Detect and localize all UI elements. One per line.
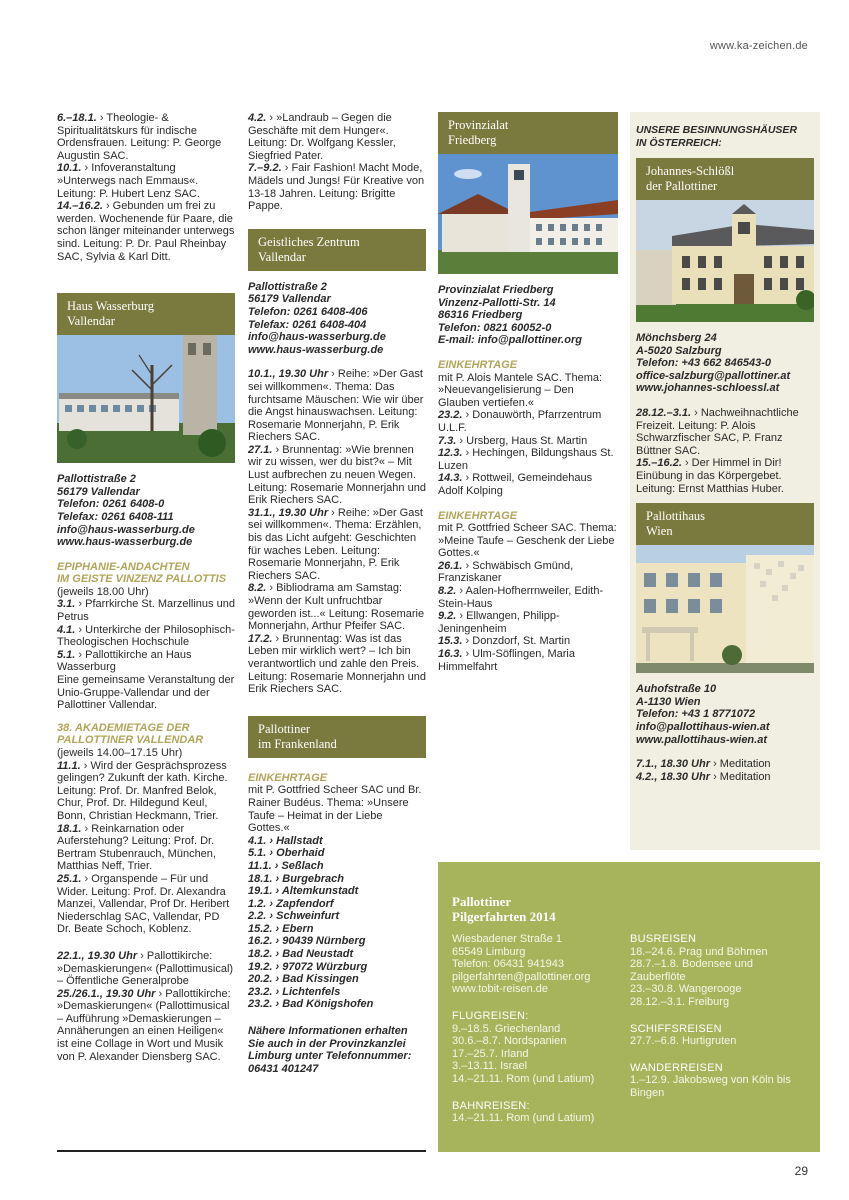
website-link[interactable]: www.johannes-schloessl.at xyxy=(636,382,780,395)
kicker-akademietage: 38. AKADEMIETAGE DER PALLOTTINER VALLENDAR xyxy=(57,721,204,747)
event-item: 3.1. › Pfarrkirche St. Marzellinus und Petrus xyxy=(57,598,235,624)
note: Eine gemeinsame Veranstaltung der Unio-Gruppe-Vallendar und der Pallottiner Vallendar. xyxy=(57,674,235,712)
address-block: Pallottistraße 2 56179 Vallendar Telefon: 0261 6408-406 Telefax: 0261 6408-404 info@haus-wasserburg.de www.haus-wasserburg.de xyxy=(248,281,426,357)
intro-text: mit P. Alois Mantele SAC. Thema: »Neuevangelisierung – Den Glauben vertiefen.« xyxy=(438,371,603,409)
list-item: 15.2. › Ebern xyxy=(248,922,314,935)
bottom-rule xyxy=(57,1150,426,1152)
pilger-column-right: BUSREISEN 18.–24.6. Prag und Böhmen 28.7.–1.8. Bodensee und Zauberflöte 23.–30.8. Wangerooge 28.12.–3.1. Freiburg SCHIFFSREISEN 27.7.–6.8. Hurtigruten WANDERREISEN 1.–12.9. Jakobsweg von Köln bis Bingen xyxy=(630,933,800,1100)
event-item: 25./26.1., 19.30 Uhr › Pallottikirche: »Demaskierungen« (Pallottimusical – Aufführung »Demaskierungen – Annäherungen an einen Heiligen« ist eine Collage in Wort und Musik von P. Alexander Diensberg SAC. xyxy=(57,987,231,1063)
event-item: 14.–16.2. › Gebunden um frei zu werden. Wochenende für Paare, die schon länger miteinander unterwegs sind. Leitung: P. Dr. Paul Rheinbay SAC, Sylvia & Karl Ditt. xyxy=(57,200,235,263)
event-item: 11.1. › Wird der Gesprächsprozess gelingen? Zukunft der kath. Kirche. Leitung: Prof. Dr. Manfred Belok, Chur, Prof. Dr. Hildegund Keul, Bonn, Christian Heckmann, Trier. xyxy=(57,759,228,822)
header-url: www.ka-zeichen.de xyxy=(709,40,808,52)
list-item: 19.2. › 97072 Würzburg xyxy=(248,960,368,973)
event-item: 28.12.–3.1. › Nachweihnachtliche Freizeit. Leitung: P. Alois Schwarzfischer SAC, P. Franz Büttner SAC. xyxy=(636,406,799,457)
photo-haus-wasserburg xyxy=(57,335,235,463)
event-item: 8.2. › Aalen-Hofherrnweiler, Edith-Stein-Haus xyxy=(438,585,604,610)
email-link[interactable]: info@pallottihaus-wien.at xyxy=(636,720,770,733)
column-1 xyxy=(57,112,235,1063)
section-title-frankenland: Pallottiner im Frankenland xyxy=(248,716,426,758)
event-item: 6.–18.1. › Theologie- & Spiritualitätskurs für indische Ordensfrauen. Leitung: P. George Augustin SAC. xyxy=(57,112,222,162)
event-item: 14.3. › Rottweil, Gemeindehaus Adolf Kolping xyxy=(438,472,593,497)
list-item: 23.2. › Lichtenfels xyxy=(248,985,341,998)
photo-pallottihaus-wien xyxy=(636,545,814,673)
event-item: 4.2. › »Landraub – Gegen die Geschäfte mit dem Hunger«. Leitung: Dr. Wolfgang Kessler, Siegfried Pater. xyxy=(248,112,396,162)
event-item: 18.1. › Reinkarnation oder Auferstehung? Leitung: Prof. Dr. Bertram Stubenrauch, München, Matthias Neff, Trier. xyxy=(57,822,216,873)
pilgerfahrten-title: Pallottiner Pilgerfahrten 2014 xyxy=(452,894,556,924)
address-block: Mönchsberg 24 A-5020 Salzburg Telefon: +43 662 846543-0 office-salzburg@pallottiner.at www.johannes-schloessl.at xyxy=(636,332,814,395)
email-link[interactable]: info@haus-wasserburg.de xyxy=(57,523,195,536)
event-item: 15.–16.2. › Der Himmel in Dir! Einübung in das Körpergebet. Leitung: Ernst Matthias Huber. xyxy=(636,457,784,495)
note: (jeweils 14.00–17.15 Uhr) xyxy=(57,747,183,759)
email-link[interactable]: E-mail: info@pallottiner.org xyxy=(438,334,582,347)
kicker-einkehrtage: EINKEHRTAGE xyxy=(248,771,328,784)
footer-note: Nähere Informationen erhalten Sie auch in der Provinzkanzlei Limburg unter Telefonnummer: 06431 401247 xyxy=(248,1025,412,1075)
austria-heading: UNSERE BESINNUNGSHÄUSER IN ÖSTERREICH: xyxy=(636,124,798,149)
event-item: 15.3. › Donzdorf, St. Martin xyxy=(438,635,571,648)
note: (jeweils 18.00 Uhr) xyxy=(57,585,149,598)
event-item: 7.3. › Ursberg, Haus St. Martin xyxy=(438,434,588,447)
photo-johannes-schloessl xyxy=(636,200,814,322)
flugreisen-heading: FLUGREISEN: xyxy=(452,1009,529,1022)
list-item: 23.2. › Bad Königshofen xyxy=(248,998,374,1011)
website-link[interactable]: www.haus-wasserburg.de xyxy=(248,343,384,356)
section-title-provinzialat: Provinzialat Friedberg xyxy=(438,112,618,154)
event-item: 31.1., 19.30 Uhr › Reihe: »Der Gast sei willkommen«. Thema: Erzählen, bis das Licht aufgeht: Geschichten für waches Leben. Leitung: Rosemarie Monnerjahn, P. Erik Riechers SAC. xyxy=(248,506,423,582)
email-link[interactable]: info@haus-wasserburg.de xyxy=(248,331,386,344)
email-link[interactable]: pilgerfahrten@pallottiner.org xyxy=(452,970,591,983)
website-link[interactable]: www.haus-wasserburg.de xyxy=(57,536,193,549)
address-block: Provinzialat Friedberg Vinzenz-Pallotti-Str. 14 86316 Friedberg Telefon: 0821 60052-0 E-mail: info@pallottiner.org xyxy=(438,284,618,347)
schiffsreisen-heading: SCHIFFSREISEN xyxy=(630,1022,722,1035)
box-haus-wasserburg xyxy=(57,293,235,463)
list-item: 18.1. › Burgebrach xyxy=(248,872,345,885)
address-block: Pallottistraße 2 56179 Vallendar Telefon: 0261 6408-0 Telefax: 0261 6408-111 info@haus-wasserburg.de www.haus-wasserburg.de xyxy=(57,473,235,549)
event-item: 17.2. › Brunnentag: Was ist das Leben mir wirklich wert? – Ich bin verantwortlich und zahle den Preis. Leitung: Rosemarie Monnerjahn und Erik Riechers SAC. xyxy=(248,632,426,696)
event-item: 25.1. › Organspende – Für und Wider. Leitung: Prof. Dr. Alexandra Manzei, Vallendar, Prof Dr. Heribert Niederschlag SAC, Vallendar, PD Dr. Beate Schoch, Koblenz. xyxy=(57,872,230,936)
pilgerfahrten-box xyxy=(438,862,820,1152)
intro-text: mit P. Gottfried Scheer SAC. Thema: »Meine Taufe – Geschenk der Liebe Gottes.« xyxy=(438,522,617,560)
busreisen-heading: BUSREISEN xyxy=(630,933,697,945)
column-2 xyxy=(248,112,426,1085)
column-3 xyxy=(438,112,618,673)
bahnreisen-heading: BAHNREISEN: xyxy=(452,1099,530,1112)
list-item: 4.1. › Hallstadt xyxy=(248,834,323,847)
list-item: 1.2. › Zapfendorf xyxy=(248,897,334,910)
website-link[interactable]: www.tobit-reisen.de xyxy=(452,983,548,996)
kicker-einkehrtage-2: EINKEHRTAGE xyxy=(438,509,518,522)
list-item: 19.1. › Altemkunstadt xyxy=(248,885,359,898)
event-item: 8.2. › Bibliodrama am Samstag: »Wenn der Kult unfruchtbar geworden ist...« Leitung: Rosemarie Monnerjahn, Arthur Pfeifer SAC. xyxy=(248,582,425,633)
event-item: 7.1., 18.30 Uhr › Meditation xyxy=(636,758,771,771)
list-item: 2.2. › Schweinfurt xyxy=(248,910,340,923)
address-block: Auhofstraße 10 A-1130 Wien Telefon: +43 1 8771072 info@pallottihaus-wien.at www.pallottihaus-wien.at xyxy=(636,683,814,746)
event-item: 27.1. › Brunnentag: »Wie brennen wir zu wissen, wer du bist?« – Mit Lust aufbrechen zu neuen Wegen. Leitung: Rosemarie Monnerjahn und Erik Riechers SAC. xyxy=(248,443,426,507)
section-title-johannes-schloessl: Johannes-Schlößl der Pallottiner xyxy=(636,158,814,200)
list-item: 16.2. › 90439 Nürnberg xyxy=(248,935,366,948)
event-item: 16.3. › Ulm-Söflingen, Maria Himmelfahrt xyxy=(438,648,575,673)
kicker-einkehrtage-1: EINKEHRTAGE xyxy=(438,358,518,371)
event-item: 22.1., 19.30 Uhr › Pallottikirche: »Demaskierungen« (Pallottimusical) – Öffentliche Generalprobe xyxy=(57,949,234,988)
event-item: 4.1. › Unterkirche der Philosophisch-Theologischen Hochschule xyxy=(57,623,235,649)
wanderreisen-heading: WANDERREISEN xyxy=(630,1061,724,1074)
event-item: 5.1. › Pallottikirche an Haus Wasserburg xyxy=(57,648,192,674)
list-item: 18.2. › Bad Neustadt xyxy=(248,948,354,961)
page-number: 29 xyxy=(794,1164,808,1178)
list-item: 5.1. › Oberhaid xyxy=(248,847,325,860)
section-title: Haus Wasserburg Vallendar xyxy=(57,293,235,335)
event-item: 10.1. › Infoveranstaltung »Unterwegs nach Emmaus«. Leitung: P. Hubert Lenz SAC. xyxy=(57,162,200,200)
event-item: 9.2. › Ellwangen, Philipp-Jeningenheim xyxy=(438,610,560,635)
intro-text: mit P. Gottfried Scheer SAC und Br. Rainer Budéus. Thema: »Unsere Taufe – Heimat in der Liebe Gottes.« xyxy=(248,784,422,835)
website-link[interactable]: www.pallottihaus-wien.at xyxy=(636,733,767,746)
event-item: 12.3. › Hechingen, Bildungshaus St. Luzen xyxy=(438,447,614,472)
list-item: 20.2. › Bad Kissingen xyxy=(248,973,359,986)
section-title-geistliches-zentrum: Geistliches Zentrum Vallendar xyxy=(248,229,426,271)
event-item: 4.2., 18.30 Uhr › Meditation xyxy=(636,770,771,783)
email-link[interactable]: office-salzburg@pallottiner.at xyxy=(636,369,791,382)
pilger-column-left: Wiesbadener Straße 1 65549 Limburg Telefon: 06431 941943 pilgerfahrten@pallottiner.org www.tobit-reisen.de FLUGREISEN: 9.–18.5. Griechenland 30.6.–8.7. Nordspanien 17.–25.7. Irland 3.–13.11. Israel 14.–21.11. Rom (und Latium) BAHNREISEN: 14.–21.11. Rom (und Latium) xyxy=(452,933,622,1125)
event-item: 10.1., 19.30 Uhr › Reihe: »Der Gast sei willkommen«. Thema: Das furchtsame Mäuschen: Wie wir über die Angst hinauswachsen. Leitung: Rosemarie Monnerjahn, P. Erik Riechers SAC. xyxy=(248,368,424,444)
event-item: 23.2. › Donauwörth, Pfarrzentrum U.L.F. xyxy=(438,409,602,434)
places-list xyxy=(248,835,426,1011)
section-title-pallottihaus-wien: Pallottihaus Wien xyxy=(636,503,814,545)
kicker-epiphanie: EPIPHANIE-ANDACHTEN IM GEISTE VINZENZ PALLOTTIS xyxy=(57,560,227,586)
column-4-oesterreich xyxy=(630,112,820,850)
event-item: 7.–9.2. › Fair Fashion! Macht Mode, Mädels und Jungs! Für Kreative von 13-18 Jahren. Leitung: Brigitte Pappe. xyxy=(248,162,425,213)
list-item: 11.1. › Seßlach xyxy=(248,859,324,872)
photo-provinzialat-friedberg xyxy=(438,154,618,274)
event-item: 26.1. › Schwäbisch Gmünd, Franziskaner xyxy=(438,559,574,585)
